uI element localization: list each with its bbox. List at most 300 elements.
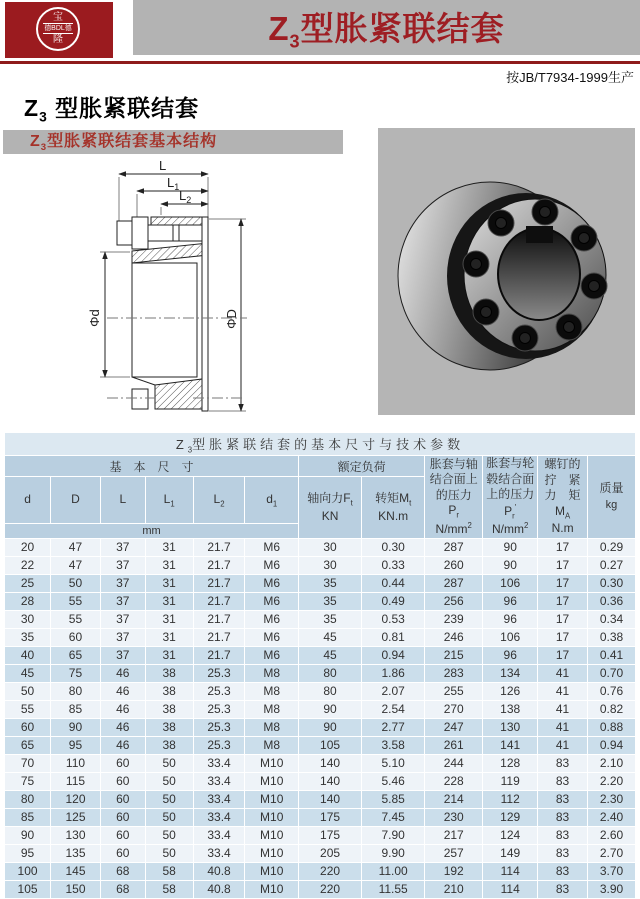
table-cell: 214: [425, 790, 483, 808]
table-cell: 244: [425, 754, 483, 772]
table-cell: 50: [51, 574, 101, 592]
table-cell: 96: [483, 646, 538, 664]
table-cell: M6: [245, 592, 299, 610]
table-cell: 58: [145, 880, 193, 898]
table-cell: 38: [145, 664, 193, 682]
logo-text-middle: 德BDL德: [44, 25, 72, 32]
table-cell: 0.94: [587, 736, 635, 754]
table-cell: 31: [145, 646, 193, 664]
table-cell: 37: [100, 592, 145, 610]
table-row: [5, 844, 636, 862]
table-cell: M6: [245, 556, 299, 574]
table-cell: 25.3: [193, 700, 245, 718]
table-cell: 192: [425, 862, 483, 880]
table-cell: 0.44: [362, 574, 425, 592]
table-cell: 80: [5, 790, 51, 808]
table-cell: 126: [483, 682, 538, 700]
table-cell: 31: [145, 628, 193, 646]
table-cell: 30: [299, 556, 362, 574]
table-cell: 31: [145, 610, 193, 628]
table-cell: 83: [538, 772, 588, 790]
table-cell: 2.07: [362, 682, 425, 700]
technical-drawing: [55, 157, 370, 429]
table-cell: 220: [299, 862, 362, 880]
brand-logo-icon: [36, 7, 80, 51]
table-cell: 83: [538, 826, 588, 844]
table-cell: 96: [483, 592, 538, 610]
table-row: [5, 628, 636, 646]
table-cell: 135: [51, 844, 101, 862]
table-cell: 0.30: [362, 538, 425, 556]
table-cell: 68: [100, 862, 145, 880]
table-cell: 65: [5, 736, 51, 754]
table-cell: 60: [100, 826, 145, 844]
table-cell: 75: [51, 664, 101, 682]
table-cell: 210: [425, 880, 483, 898]
table-cell: 90: [299, 718, 362, 736]
table-row: [5, 880, 636, 898]
table-cell: 0.76: [587, 682, 635, 700]
table-cell: 45: [299, 628, 362, 646]
table-cell: 270: [425, 700, 483, 718]
table-cell: 0.94: [362, 646, 425, 664]
table-cell: 105: [5, 880, 51, 898]
table-cell: 114: [483, 862, 538, 880]
table-cell: 41: [538, 700, 588, 718]
table-cell: M8: [245, 682, 299, 700]
table-cell: 215: [425, 646, 483, 664]
table-cell: 46: [100, 682, 145, 700]
table-cell: 31: [145, 556, 193, 574]
table-cell: 0.53: [362, 610, 425, 628]
table-cell: M6: [245, 574, 299, 592]
table-cell: 38: [145, 736, 193, 754]
table-cell: 38: [145, 718, 193, 736]
table-cell: 17: [538, 556, 588, 574]
table-row: [5, 718, 636, 736]
table-cell: 25.3: [193, 718, 245, 736]
table-cell: 5.10: [362, 754, 425, 772]
table-cell: 35: [299, 610, 362, 628]
table-cell: 46: [100, 736, 145, 754]
table-cell: 247: [425, 718, 483, 736]
table-cell: 0.29: [587, 538, 635, 556]
col-D: D: [51, 477, 101, 524]
header-divider: [0, 61, 640, 64]
table-cell: 124: [483, 826, 538, 844]
table-cell: 246: [425, 628, 483, 646]
label-L2: $L_2$: [179, 188, 192, 205]
table-cell: M8: [245, 718, 299, 736]
table-cell: 260: [425, 556, 483, 574]
table-cell: 38: [145, 682, 193, 700]
table-cell: 37: [100, 556, 145, 574]
table-cell: M6: [245, 610, 299, 628]
table-cell: 128: [483, 754, 538, 772]
label-phi-d: Φd: [87, 309, 102, 327]
table-cell: 114: [483, 880, 538, 898]
table-cell: 41: [538, 682, 588, 700]
logo-text-top: 宝: [53, 12, 63, 23]
table-cell: 129: [483, 808, 538, 826]
table-cell: M6: [245, 538, 299, 556]
table-cell: 21.7: [193, 610, 245, 628]
table-cell: 2.77: [362, 718, 425, 736]
table-cell: 50: [145, 754, 193, 772]
col-torque: 转矩$M_t$ KN.m: [362, 477, 425, 539]
table-cell: 33.4: [193, 790, 245, 808]
table-cell: 55: [51, 592, 101, 610]
table-cell: 40: [5, 646, 51, 664]
table-cell: 145: [51, 862, 101, 880]
table-cell: 11.55: [362, 880, 425, 898]
table-title-row: [5, 433, 636, 456]
table-cell: M10: [245, 790, 299, 808]
table-cell: M10: [245, 880, 299, 898]
table-cell: 9.90: [362, 844, 425, 862]
table-cell: 11.00: [362, 862, 425, 880]
table-cell: 47: [51, 538, 101, 556]
table-cell: 60: [100, 808, 145, 826]
table-cell: 31: [145, 574, 193, 592]
table-cell: 37: [100, 610, 145, 628]
table-row: [5, 772, 636, 790]
table-cell: M10: [245, 754, 299, 772]
table-cell: 150: [51, 880, 101, 898]
table-cell: 0.41: [587, 646, 635, 664]
table-cell: 46: [100, 718, 145, 736]
table-row: [5, 610, 636, 628]
table-cell: 85: [51, 700, 101, 718]
table-cell: 83: [538, 844, 588, 862]
table-cell: 37: [100, 628, 145, 646]
table-cell: 20: [5, 538, 51, 556]
table-cell: 46: [100, 700, 145, 718]
table-cell: 3.90: [587, 880, 635, 898]
table-cell: 5.46: [362, 772, 425, 790]
table-cell: 17: [538, 592, 588, 610]
table-cell: 40.8: [193, 880, 245, 898]
table-row: [5, 862, 636, 880]
table-cell: 261: [425, 736, 483, 754]
table-row: [5, 538, 636, 556]
table-cell: 1.86: [362, 664, 425, 682]
group-basic-dimensions: 基 本 尺 寸: [5, 456, 299, 477]
table-row: [5, 826, 636, 844]
table-cell: 119: [483, 772, 538, 790]
brand-logo-block: [5, 2, 113, 58]
table-cell: 83: [538, 808, 588, 826]
table-cell: 0.82: [587, 700, 635, 718]
table-cell: 90: [483, 538, 538, 556]
table-cell: 25.3: [193, 682, 245, 700]
table-cell: 21.7: [193, 592, 245, 610]
group-rated-load: 额定负荷: [299, 456, 425, 477]
table-cell: 90: [51, 718, 101, 736]
table-cell: 83: [538, 754, 588, 772]
table-cell: 33.4: [193, 772, 245, 790]
table-cell: M10: [245, 844, 299, 862]
table-cell: 239: [425, 610, 483, 628]
table-cell: 130: [483, 718, 538, 736]
table-cell: 140: [299, 754, 362, 772]
table-cell: 35: [299, 592, 362, 610]
col-axial-force: 轴向力$F_t$ KN: [299, 477, 362, 539]
table-cell: 33.4: [193, 844, 245, 862]
table-cell: 30: [299, 538, 362, 556]
table-cell: 60: [51, 628, 101, 646]
table-cell: 21.7: [193, 646, 245, 664]
table-title: $Z_3$型胀紧联结套的基本尺寸与技术参数: [5, 433, 636, 456]
table-cell: 41: [538, 736, 588, 754]
table-cell: M8: [245, 736, 299, 754]
table-row: [5, 664, 636, 682]
table-cell: 140: [299, 772, 362, 790]
table-cell: 96: [483, 610, 538, 628]
table-cell: M10: [245, 862, 299, 880]
table-cell: 0.70: [587, 664, 635, 682]
col-mass: 质量 kg: [587, 456, 635, 539]
table-cell: 60: [100, 754, 145, 772]
table-cell: 2.70: [587, 844, 635, 862]
table-cell: 22: [5, 556, 51, 574]
table-cell: M6: [245, 628, 299, 646]
table-cell: 2.54: [362, 700, 425, 718]
table-cell: M10: [245, 808, 299, 826]
table-cell: 28: [5, 592, 51, 610]
table-cell: 50: [145, 826, 193, 844]
table-row: [5, 754, 636, 772]
table-cell: 21.7: [193, 628, 245, 646]
coupling-keyway: [526, 226, 553, 243]
production-standard-note: 按JB/T7934-1999生产: [506, 70, 634, 85]
table-cell: 33.4: [193, 826, 245, 844]
table-cell: 33.4: [193, 754, 245, 772]
table-cell: 60: [100, 772, 145, 790]
table-cell: 35: [299, 574, 362, 592]
label-phi-D: ΦD: [224, 309, 239, 329]
table-cell: 37: [100, 538, 145, 556]
table-cell: 85: [5, 808, 51, 826]
col-L2: $L_2$: [193, 477, 245, 524]
table-cell: 95: [51, 736, 101, 754]
table-cell: M10: [245, 826, 299, 844]
table-cell: 70: [5, 754, 51, 772]
table-cell: 149: [483, 844, 538, 862]
table-cell: 40.8: [193, 862, 245, 880]
table-cell: 0.81: [362, 628, 425, 646]
unit-mm: mm: [5, 523, 299, 538]
table-cell: 31: [145, 592, 193, 610]
label-L: L: [159, 158, 167, 173]
table-cell: 3.58: [362, 736, 425, 754]
table-cell: 130: [51, 826, 101, 844]
table-cell: 50: [145, 808, 193, 826]
table-cell: 47: [51, 556, 101, 574]
table-cell: 25: [5, 574, 51, 592]
table-cell: 3.70: [587, 862, 635, 880]
table-cell: 140: [299, 790, 362, 808]
table-cell: 83: [538, 790, 588, 808]
table-cell: 17: [538, 628, 588, 646]
table-cell: 45: [5, 664, 51, 682]
table-cell: 83: [538, 880, 588, 898]
table-cell: 17: [538, 610, 588, 628]
table-cell: 50: [145, 790, 193, 808]
table-cell: 17: [538, 574, 588, 592]
table-cell: 37: [100, 574, 145, 592]
col-d1: $d_1$: [245, 477, 299, 524]
table-cell: 257: [425, 844, 483, 862]
table-cell: 68: [100, 880, 145, 898]
table-cell: 255: [425, 682, 483, 700]
table-cell: 0.34: [587, 610, 635, 628]
table-cell: 21.7: [193, 556, 245, 574]
table-cell: 83: [538, 862, 588, 880]
table-cell: 115: [51, 772, 101, 790]
table-cell: 110: [51, 754, 101, 772]
table-cell: 287: [425, 574, 483, 592]
table-cell: 41: [538, 718, 588, 736]
table-cell: 125: [51, 808, 101, 826]
table-cell: 2.10: [587, 754, 635, 772]
logo-text-bottom: 隆: [53, 34, 63, 45]
table-row: [5, 646, 636, 664]
page-title-banner: [133, 0, 640, 55]
table-cell: 65: [51, 646, 101, 664]
part-cross-section: [117, 217, 208, 411]
table-cell: 55: [5, 700, 51, 718]
table-row: [5, 790, 636, 808]
col-d: d: [5, 477, 51, 524]
table-cell: 0.36: [587, 592, 635, 610]
table-cell: 0.49: [362, 592, 425, 610]
table-cell: 0.88: [587, 718, 635, 736]
table-row: [5, 736, 636, 754]
table-cell: 17: [538, 646, 588, 664]
table-cell: 228: [425, 772, 483, 790]
table-cell: 141: [483, 736, 538, 754]
table-cell: 100: [5, 862, 51, 880]
table-row: [5, 682, 636, 700]
col-L: L: [100, 477, 145, 524]
table-cell: 46: [100, 664, 145, 682]
table-cell: 95: [5, 844, 51, 862]
structure-banner: $Z_3$型胀紧联结套基本结构: [3, 130, 343, 154]
table-cell: 105: [299, 736, 362, 754]
table-cell: 217: [425, 826, 483, 844]
table-cell: 50: [145, 772, 193, 790]
table-cell: 106: [483, 628, 538, 646]
table-cell: 2.20: [587, 772, 635, 790]
table-cell: 45: [299, 646, 362, 664]
col-pressure-shaft: 胀套与轴 结合面上 的压力 $P_r$ $N/mm^2$: [425, 456, 483, 539]
table-cell: M8: [245, 664, 299, 682]
table-cell: M10: [245, 772, 299, 790]
group-header-row: [5, 456, 636, 477]
spec-table: [4, 432, 636, 899]
table-cell: 60: [100, 844, 145, 862]
table-cell: 37: [100, 646, 145, 664]
table-row: [5, 556, 636, 574]
table-cell: 38: [145, 700, 193, 718]
table-cell: 175: [299, 826, 362, 844]
table-cell: M6: [245, 646, 299, 664]
table-cell: 41: [538, 664, 588, 682]
table-cell: 30: [5, 610, 51, 628]
table-cell: 256: [425, 592, 483, 610]
col-tightening-torque: 螺钉的 拧 紧 力 矩 $M_A$ N.m: [538, 456, 588, 539]
table-cell: 90: [5, 826, 51, 844]
table-cell: 58: [145, 862, 193, 880]
table-cell: 33.4: [193, 808, 245, 826]
table-row: [5, 574, 636, 592]
table-cell: 7.45: [362, 808, 425, 826]
table-cell: 2.40: [587, 808, 635, 826]
table-cell: 138: [483, 700, 538, 718]
table-cell: 0.38: [587, 628, 635, 646]
table-cell: 21.7: [193, 538, 245, 556]
table-cell: 60: [5, 718, 51, 736]
table-cell: 17: [538, 538, 588, 556]
page-title: $Z_3$型胀紧联结套: [268, 9, 505, 52]
table-row: [5, 700, 636, 718]
col-pressure-hub: 胀套与轮 毂结合面 上的压力 $P_r'$ $N/mm^2$: [483, 456, 538, 539]
table-cell: 205: [299, 844, 362, 862]
table-body: [5, 538, 636, 898]
table-cell: 31: [145, 538, 193, 556]
table-cell: 50: [5, 682, 51, 700]
table-cell: 90: [299, 700, 362, 718]
col-L1: $L_1$: [145, 477, 193, 524]
product-photo: [378, 128, 635, 415]
table-row: [5, 808, 636, 826]
section-heading: $Z_3$ 型胀紧联结套: [24, 95, 200, 125]
table-cell: 0.27: [587, 556, 635, 574]
table-cell: 112: [483, 790, 538, 808]
table-cell: 75: [5, 772, 51, 790]
table-cell: 120: [51, 790, 101, 808]
table-cell: 0.30: [587, 574, 635, 592]
label-L1: $L_1$: [167, 175, 180, 192]
table-cell: 90: [483, 556, 538, 574]
table-cell: 80: [51, 682, 101, 700]
table-cell: 5.85: [362, 790, 425, 808]
table-cell: 230: [425, 808, 483, 826]
table-cell: M8: [245, 700, 299, 718]
table-cell: 80: [299, 664, 362, 682]
table-cell: 25.3: [193, 736, 245, 754]
table-cell: 60: [100, 790, 145, 808]
table-row: [5, 592, 636, 610]
table-cell: 35: [5, 628, 51, 646]
table-cell: 283: [425, 664, 483, 682]
table-cell: 287: [425, 538, 483, 556]
table-cell: 175: [299, 808, 362, 826]
table-cell: 2.30: [587, 790, 635, 808]
table-cell: 106: [483, 574, 538, 592]
table-cell: 220: [299, 880, 362, 898]
table-cell: 21.7: [193, 574, 245, 592]
table-cell: 0.33: [362, 556, 425, 574]
table-cell: 80: [299, 682, 362, 700]
table-cell: 55: [51, 610, 101, 628]
table-cell: 2.60: [587, 826, 635, 844]
table-cell: 50: [145, 844, 193, 862]
table-cell: 7.90: [362, 826, 425, 844]
table-cell: 25.3: [193, 664, 245, 682]
table-cell: 134: [483, 664, 538, 682]
